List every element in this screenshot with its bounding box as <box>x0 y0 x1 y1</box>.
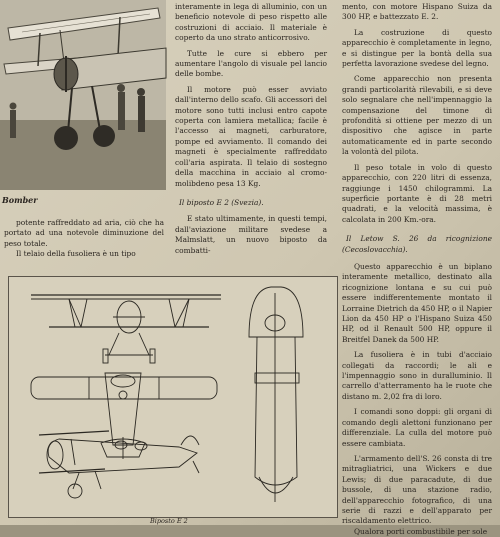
paragraph: Questo apparecchio è un biplano interamente metallico, destinato alla ricognizione lontana e su cui può essere indifferentemente montato il Lorraine Dietrich da 450 HP, o il Napier Lion da 450 HP o l'Hispano Suiza 450 HP, od il Renault 500 HP, oppure il Breitfel Danek da 500 HP. <box>342 262 492 344</box>
bomber-photo <box>0 0 166 190</box>
paragraph: La costruzione di questo apparecchio è completamente in legno, e si distingue per la bontà della sua perfetta lavorazione svedese del legno. <box>342 27 492 69</box>
text-column-middle <box>175 2 327 256</box>
paragraph: La fusoliera è in tubi d'acciaio collegati da raccordi; le ali e l'impennaggio sono in duralluminio. Il carrello d'atterramento ha le ruote che distano m. 2,02 fra di loro. <box>342 350 492 401</box>
front-view <box>31 295 221 363</box>
paragraph: Il motore può esser avviato dall'interno dello scafo. Gli accessori del motore sono tutti inclusi entro capote coperta con lamiera metallica; facile è l'accesso ai magneti, carburatore, pompe ed avviamento. Il comando dei magneti è specialmente raffreddato coll'aria aspirata. Il telaio di sostegno della macchina in acciaio al cromo-molibdeno pesa 13 Kg. <box>175 84 327 188</box>
top-view-silhouette <box>249 287 303 502</box>
three-view-svg <box>9 277 337 517</box>
side-view <box>39 431 199 498</box>
paragraph: Il peso totale in volo di questo apparecchio, con 220 litri di essenza, raggiunge i 1450 chilogrammi. La superficie portante è di 28 metri quadrati, e la velocità massima, è calcolata in 200 Km.-ora. <box>342 162 492 224</box>
text-column-right-lower <box>342 262 492 537</box>
paragraph: Tutte le cure si ebbero per aumentare l'angolo di visuale pel lancio delle bombe. <box>175 48 327 79</box>
paragraph: I comandi sono doppi: gli organi di comando degli alettoni funzionano per differenziale. La culla del motore può essere cambiata. <box>342 407 492 448</box>
paragraph: Qualora porti combustibile per sole <box>354 526 488 536</box>
paragraph: L'armamento dell'S. 26 consta di tre mitragliatrici, una Wickers e due Lewis; di due paracadute, di due bussole, di una stazione radio, dell'apparecchio fotografico, di una serie di razzi e dell'apparato per riscaldamento elettrico. <box>342 453 492 526</box>
paragraph: Il telaio della fusoliera è un tipo <box>16 249 136 259</box>
photo-caption: Bomber <box>2 195 38 205</box>
paragraph: potente raffreddato ad aria, ciò che ha portato ad una notevole diminuzione del peso totale. <box>4 218 164 248</box>
paragraph: mento, con motore Hispano Suiza da 300 HP, e battezzato E. 2. <box>342 2 492 22</box>
drawing-caption: Biposto E 2 <box>150 517 188 525</box>
paragraph: interamente in lega di alluminio, con un beneficio notevole di peso rispetto alle costruzioni di acciaio. Il materiale è coperto da uno strato anticorrosivo. <box>175 2 327 43</box>
text-column-left <box>4 218 164 260</box>
plan-view <box>31 373 217 459</box>
text-column-right <box>342 2 492 261</box>
aircraft-three-view-drawing <box>8 276 338 518</box>
paragraph: Come apparecchio non presenta grandi particolarità rilevabili, e si deve solo segnalare che nell'impennaggio la compensazione del timone di profondità si ottiene per mezzo di un dispositivo che agisce in parte automaticamente ed in parte secondo la volontà del pilota. <box>342 74 492 157</box>
bomber-photo-image <box>0 0 166 190</box>
paragraph: E stato ultimamente, in questi tempi, dall'aviazione militare svedese a Malmslatt, un nuovo biposto da combatti- <box>175 214 327 255</box>
section-heading: Il biposto E 2 (Svezia). <box>179 197 264 207</box>
section-heading: Il Letow S. 26 da ricognizione (Cecoslovacchia). <box>342 234 492 254</box>
